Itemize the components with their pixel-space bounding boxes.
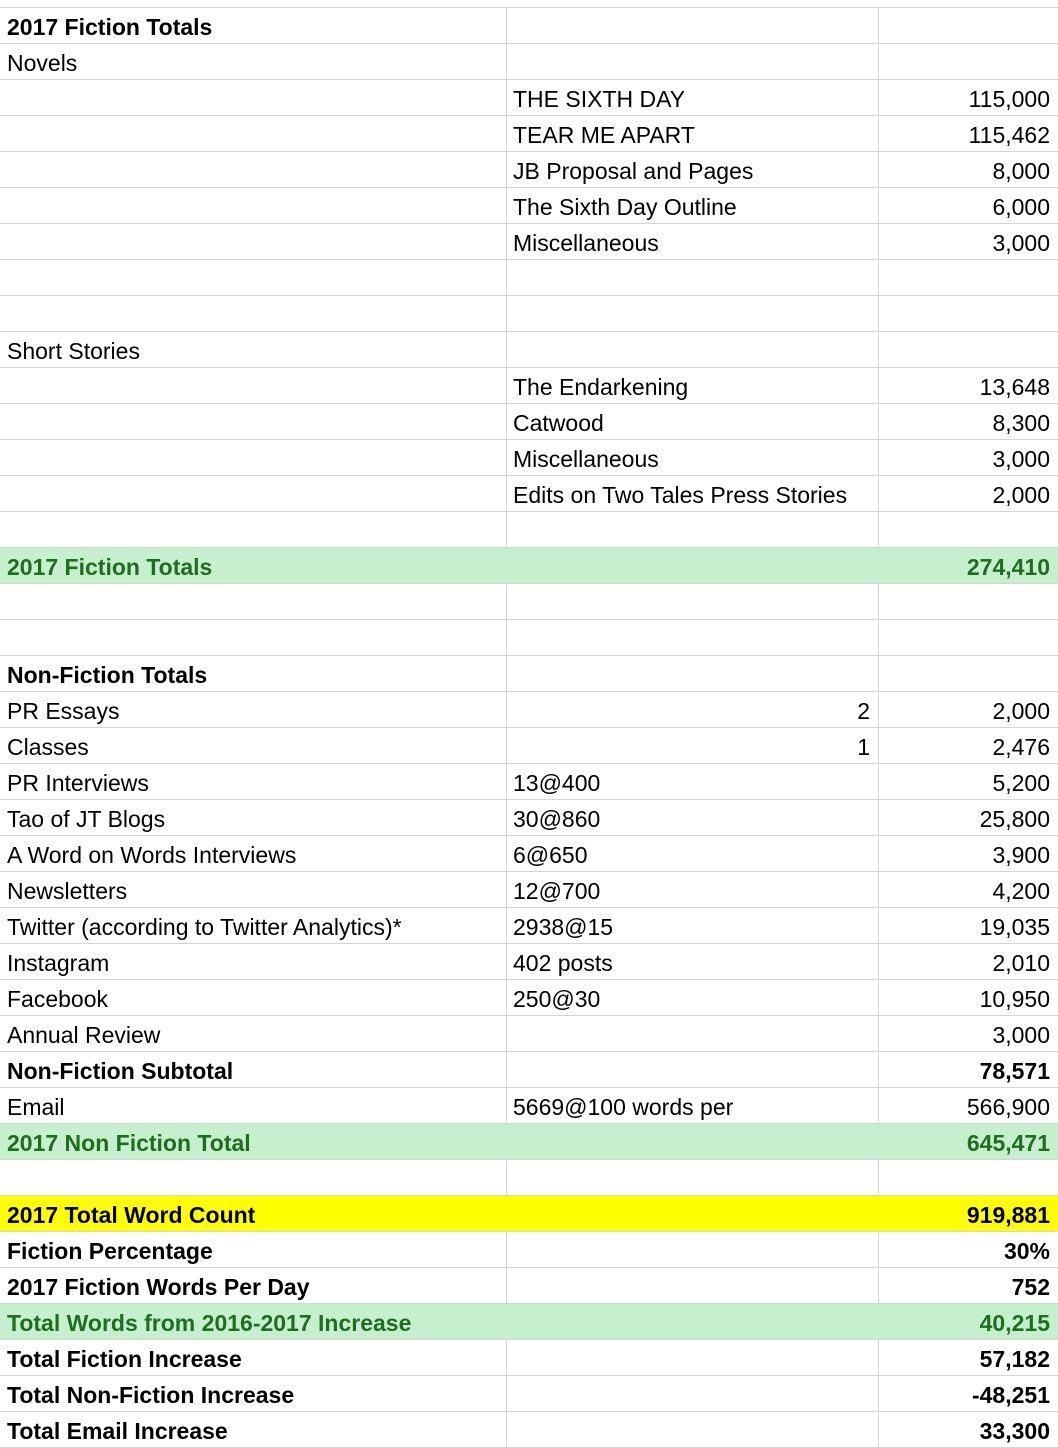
table-row — [0, 836, 1058, 872]
label-cell[interactable]: Twitter (according to Twitter Analytics)* — [0, 908, 507, 943]
label-cell[interactable] — [0, 620, 507, 655]
label-cell[interactable]: PR Interviews — [0, 764, 507, 799]
detail-cell[interactable] — [507, 296, 879, 331]
table-row — [0, 440, 1058, 476]
table-row — [0, 1160, 1058, 1196]
table-row — [0, 1268, 1058, 1304]
label-cell[interactable]: Newsletters — [0, 872, 507, 907]
detail-cell[interactable] — [507, 260, 879, 295]
value-cell[interactable]: 5,200 — [992, 770, 1050, 796]
label-cell[interactable] — [0, 584, 507, 619]
label-cell[interactable]: Total Non-Fiction Increase — [0, 1376, 507, 1411]
table-row — [0, 152, 1058, 188]
value-cell[interactable] — [879, 656, 1058, 691]
detail-cell[interactable]: Miscellaneous — [507, 440, 879, 475]
value-cell[interactable] — [879, 260, 1058, 295]
table-row — [0, 872, 1058, 908]
table-row — [0, 692, 1058, 728]
table-row — [0, 728, 1058, 764]
value-cell[interactable]: 19,035 — [979, 914, 1050, 940]
value-cell[interactable]: 3,000 — [992, 230, 1050, 256]
label-cell[interactable] — [0, 404, 507, 439]
value-cell[interactable]: 115,000 — [968, 86, 1050, 112]
label-cell[interactable] — [0, 1160, 507, 1195]
table-row — [0, 1412, 1058, 1448]
detail-cell[interactable]: JB Proposal and Pages — [507, 152, 879, 187]
label-cell[interactable]: 2017 Fiction Totals — [0, 8, 507, 43]
table-row — [0, 584, 1058, 620]
value-cell[interactable]: 3,900 — [992, 842, 1050, 868]
detail-cell[interactable] — [507, 584, 879, 619]
table-row — [0, 332, 1058, 368]
value-cell[interactable]: 10,950 — [979, 986, 1050, 1012]
value-cell[interactable]: 8,300 — [992, 410, 1050, 436]
table-row — [0, 548, 1058, 584]
value-cell[interactable]: 25,800 — [979, 806, 1050, 832]
value-cell[interactable] — [879, 1160, 1058, 1195]
label-cell[interactable]: 2017 Fiction Words Per Day — [0, 1268, 507, 1303]
value-cell[interactable] — [879, 620, 1058, 655]
table-row — [0, 1124, 1058, 1160]
detail-cell[interactable]: 30@860 — [507, 800, 879, 835]
table-row — [0, 296, 1058, 332]
label-cell[interactable]: PR Essays — [0, 692, 507, 727]
label-cell[interactable]: A Word on Words Interviews — [0, 836, 507, 871]
detail-cell[interactable]: The Sixth Day Outline — [507, 188, 879, 223]
value-cell[interactable]: 6,000 — [992, 194, 1050, 220]
label-cell[interactable]: 2017 Total Word Count — [7, 1202, 256, 1228]
detail-cell[interactable]: 13@400 — [507, 764, 879, 799]
label-cell[interactable]: Short Stories — [0, 332, 507, 367]
table-row — [0, 368, 1058, 404]
detail-cell[interactable]: 2938@15 — [507, 908, 879, 943]
detail-cell[interactable] — [507, 1304, 879, 1339]
value-cell[interactable] — [879, 8, 1058, 43]
table-row — [0, 908, 1058, 944]
value-cell[interactable]: 919,881 — [966, 1202, 1050, 1228]
value-cell[interactable]: 30% — [1003, 1238, 1050, 1264]
value-cell[interactable]: -48,251 — [971, 1382, 1050, 1408]
table-row — [0, 476, 1058, 512]
label-cell[interactable] — [0, 188, 507, 223]
detail-cell[interactable] — [507, 1160, 879, 1195]
value-cell[interactable]: 33,300 — [979, 1418, 1050, 1444]
detail-cell[interactable] — [507, 44, 879, 79]
label-cell[interactable] — [0, 80, 507, 115]
table-row — [0, 8, 1058, 44]
value-cell[interactable]: 3,000 — [992, 1022, 1050, 1048]
detail-cell[interactable] — [507, 1268, 879, 1303]
table-row — [0, 1088, 1058, 1124]
label-cell[interactable]: Novels — [0, 44, 507, 79]
detail-cell[interactable] — [507, 512, 879, 547]
detail-cell[interactable]: Edits on Two Tales Press Stories — [507, 476, 879, 511]
label-cell[interactable]: Facebook — [0, 980, 507, 1015]
table-row — [0, 1304, 1058, 1340]
table-row — [0, 800, 1058, 836]
value-cell[interactable]: 115,462 — [968, 122, 1050, 148]
label-cell[interactable] — [0, 296, 507, 331]
detail-cell[interactable] — [507, 1376, 879, 1411]
value-cell[interactable]: 2,000 — [992, 482, 1050, 508]
value-cell[interactable]: 4,200 — [992, 878, 1050, 904]
value-cell[interactable]: 8,000 — [992, 158, 1050, 184]
detail-cell[interactable]: The Endarkening — [507, 368, 879, 403]
spreadsheet — [0, 7, 1058, 1448]
label-cell[interactable] — [0, 368, 507, 403]
detail-cell[interactable] — [507, 332, 879, 367]
label-cell[interactable]: Fiction Percentage — [0, 1232, 507, 1267]
detail-cell[interactable] — [507, 620, 879, 655]
detail-cell[interactable]: THE SIXTH DAY — [507, 80, 879, 115]
detail-cell[interactable] — [507, 656, 879, 691]
table-row — [0, 404, 1058, 440]
detail-cell[interactable] — [507, 8, 879, 43]
detail-cell[interactable] — [507, 1016, 879, 1051]
value-cell[interactable]: 78,571 — [979, 1058, 1050, 1084]
table-row — [0, 1340, 1058, 1376]
label-cell[interactable]: Total Words from 2016-2017 Increase — [7, 1310, 412, 1336]
table-row — [0, 116, 1058, 152]
detail-cell[interactable] — [507, 1052, 879, 1087]
value-cell[interactable]: 2,476 — [992, 734, 1050, 760]
detail-cell[interactable] — [507, 1340, 879, 1375]
label-cell[interactable]: Annual Review — [0, 1016, 507, 1051]
label-cell[interactable]: Classes — [0, 728, 507, 763]
detail-cell[interactable] — [507, 548, 879, 583]
value-cell[interactable]: 2,010 — [992, 950, 1050, 976]
detail-cell[interactable] — [507, 1232, 879, 1267]
detail-cell[interactable] — [507, 1412, 879, 1447]
label-cell[interactable]: Non-Fiction Totals — [0, 656, 507, 691]
value-cell[interactable] — [879, 44, 1058, 79]
table-row — [0, 764, 1058, 800]
label-cell[interactable]: Instagram — [0, 944, 507, 979]
label-cell[interactable] — [0, 512, 507, 547]
label-cell[interactable]: Total Fiction Increase — [0, 1340, 507, 1375]
label-cell[interactable] — [0, 224, 507, 259]
table-row — [0, 188, 1058, 224]
table-row — [0, 260, 1058, 296]
label-cell[interactable] — [0, 260, 507, 295]
table-row — [0, 1052, 1058, 1088]
label-cell[interactable]: Tao of JT Blogs — [0, 800, 507, 835]
label-cell[interactable]: Non-Fiction Subtotal — [0, 1052, 507, 1087]
value-cell[interactable]: 57,182 — [979, 1346, 1050, 1372]
value-cell[interactable] — [879, 296, 1058, 331]
value-cell[interactable]: 566,900 — [966, 1094, 1050, 1120]
detail-cell[interactable]: Catwood — [507, 404, 879, 439]
detail-cell[interactable] — [507, 1196, 879, 1231]
label-cell[interactable]: Total Email Increase — [0, 1412, 507, 1447]
table-row — [0, 944, 1058, 980]
table-row — [0, 224, 1058, 260]
detail-cell[interactable]: 6@650 — [507, 836, 879, 871]
table-row — [0, 1376, 1058, 1412]
table-row — [0, 44, 1058, 80]
value-cell[interactable] — [879, 512, 1058, 547]
table-row — [0, 1196, 1058, 1232]
detail-cell[interactable]: 402 posts — [507, 944, 879, 979]
detail-cell[interactable]: 250@30 — [507, 980, 879, 1015]
detail-cell[interactable]: 1 — [507, 728, 879, 763]
detail-cell[interactable]: 12@700 — [507, 872, 879, 907]
label-cell[interactable]: 2017 Non Fiction Total — [7, 1130, 251, 1156]
value-cell[interactable]: 274,410 — [966, 554, 1050, 580]
value-cell[interactable]: 752 — [1011, 1274, 1050, 1300]
label-cell[interactable]: 2017 Fiction Totals — [7, 554, 213, 580]
label-cell[interactable] — [0, 440, 507, 475]
label-cell[interactable]: Email — [0, 1088, 507, 1123]
value-cell[interactable]: 40,215 — [979, 1310, 1050, 1336]
table-row — [0, 512, 1058, 548]
table-row — [0, 1016, 1058, 1052]
table-row — [0, 620, 1058, 656]
detail-cell[interactable]: Miscellaneous — [507, 224, 879, 259]
table-row — [0, 1232, 1058, 1268]
value-cell[interactable]: 2,000 — [992, 698, 1050, 724]
value-cell[interactable] — [879, 584, 1058, 619]
label-cell[interactable] — [0, 152, 507, 187]
table-row — [0, 80, 1058, 116]
label-cell[interactable] — [0, 476, 507, 511]
value-cell[interactable]: 3,000 — [992, 446, 1050, 472]
detail-cell[interactable] — [507, 1124, 879, 1159]
value-cell[interactable]: 13,648 — [979, 374, 1050, 400]
value-cell[interactable] — [879, 332, 1058, 367]
detail-cell[interactable]: 2 — [507, 692, 879, 727]
table-row — [0, 980, 1058, 1016]
detail-cell[interactable]: TEAR ME APART — [507, 116, 879, 151]
value-cell[interactable]: 645,471 — [966, 1130, 1050, 1156]
detail-cell[interactable]: 5669@100 words per — [507, 1088, 879, 1123]
table-row — [0, 656, 1058, 692]
label-cell[interactable] — [0, 116, 507, 151]
